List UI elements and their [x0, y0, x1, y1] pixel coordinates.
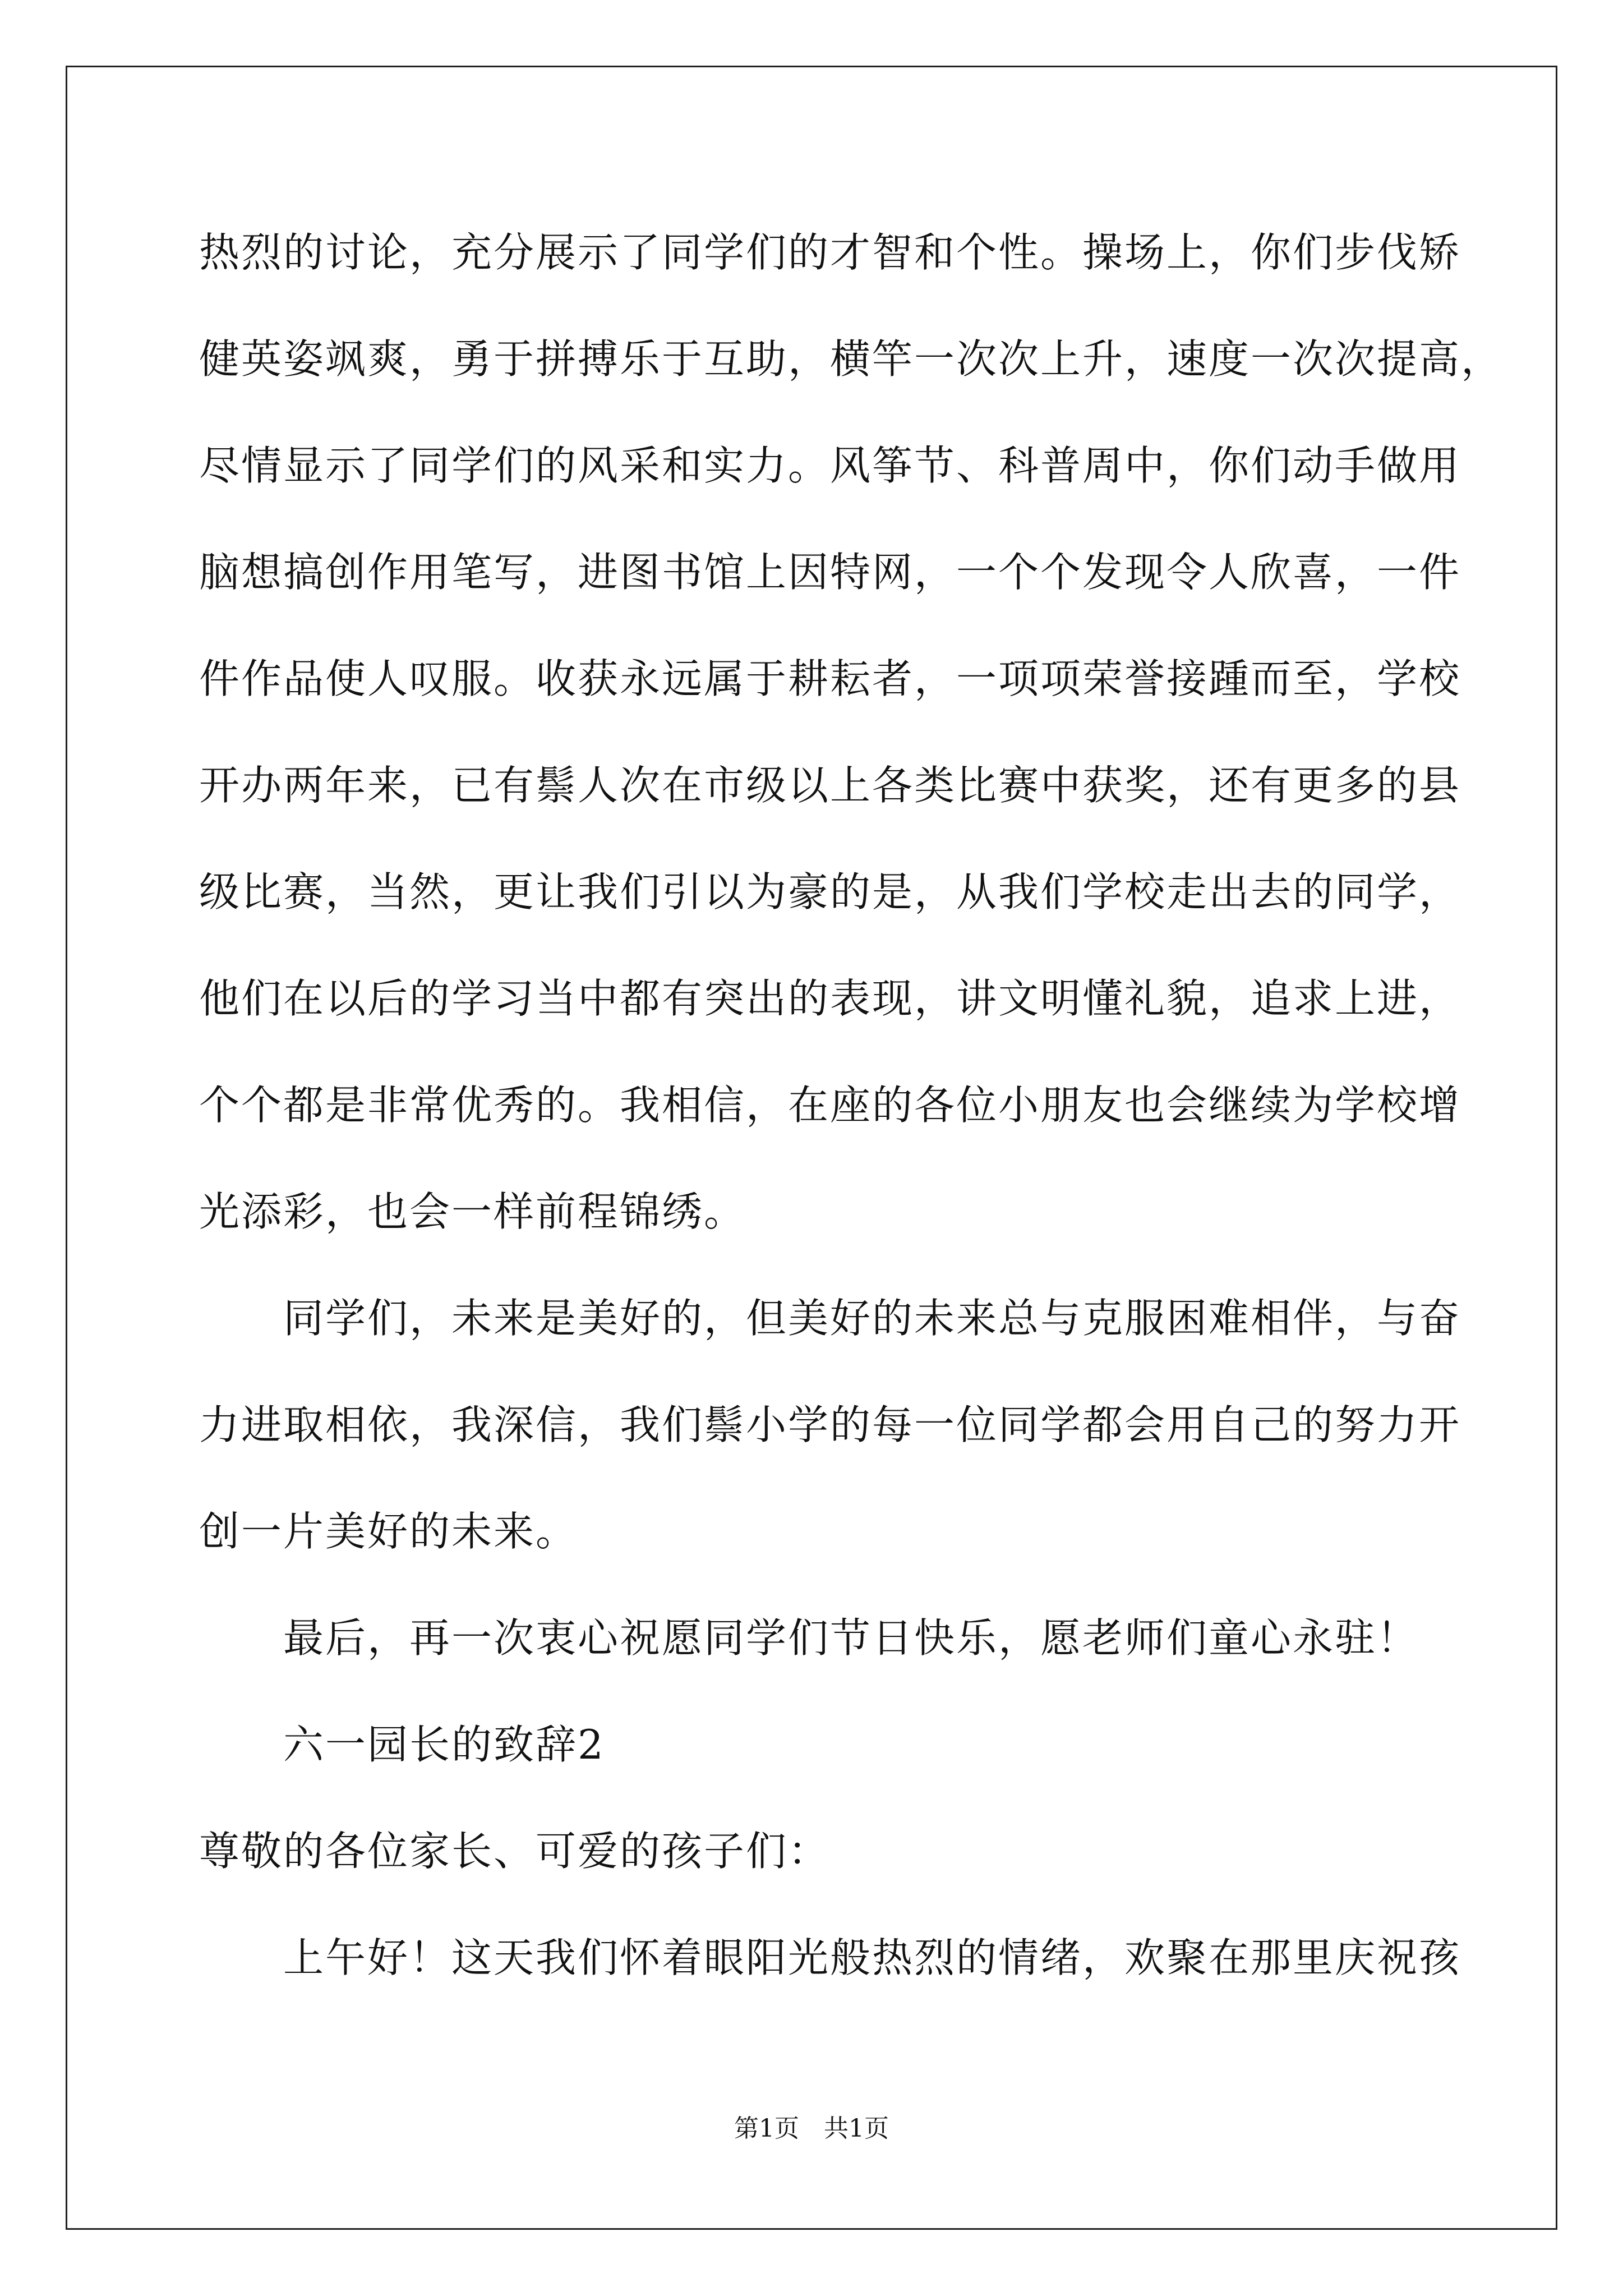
text-line-5: 件作品使人叹服。收获永远属于耕耘者，一项项荣誉接踵而至，学校 [199, 655, 1461, 702]
text-line-13: 创一片美好的未来。 [199, 1508, 578, 1555]
text-line-17: 上午好！这天我们怀着眼阳光般热烈的情绪，欢聚在那里庆祝孩 [283, 1934, 1461, 1981]
page-border [66, 66, 1557, 2230]
text-line-11: 同学们，未来是美好的，但美好的未来总与克服困难相伴，与奋 [283, 1295, 1461, 1342]
text-line-14: 最后，再一次衷心祝愿同学们节日快乐，愿老师们童心永驻！ [283, 1614, 1419, 1662]
text-line-7: 级比赛，当然，更让我们引以为豪的是，从我们学校走出去的同学， [199, 868, 1461, 915]
section-heading: 六一园长的致辞2 [283, 1721, 605, 1768]
text-line-12: 力进取相依，我深信，我们鬃小学的每一位同学都会用自己的努力开 [199, 1401, 1461, 1448]
text-line-10: 光添彩，也会一样前程锦绣。 [199, 1188, 746, 1235]
text-line-6: 开办两年来，已有鬃人次在市级以上各类比赛中获奖，还有更多的县 [199, 762, 1461, 809]
text-line-4: 脑想搞创作用笔写，进图书馆上因特网，一个个发现令人欣喜，一件 [199, 549, 1461, 596]
salutation: 尊敬的各位家长、可爱的孩子们： [199, 1828, 831, 1875]
text-line-1: 热烈的讨论，充分展示了同学们的才智和个性。操场上，你们步伐矫 [199, 229, 1461, 276]
text-line-8: 他们在以后的学习当中都有突出的表现，讲文明懂礼貌，追求上进， [199, 975, 1461, 1022]
text-line-3: 尽情显示了同学们的风采和实力。风筝节、科普周中，你们动手做用 [199, 442, 1461, 489]
page-number-footer: 第1页 共1页 [734, 2114, 889, 2143]
text-line-2: 健英姿飒爽，勇于拼搏乐于互助，横竿一次次上升，速度一次次提高， [199, 335, 1504, 383]
text-line-9: 个个都是非常优秀的。我相信，在座的各位小朋友也会继续为学校增 [199, 1082, 1461, 1129]
